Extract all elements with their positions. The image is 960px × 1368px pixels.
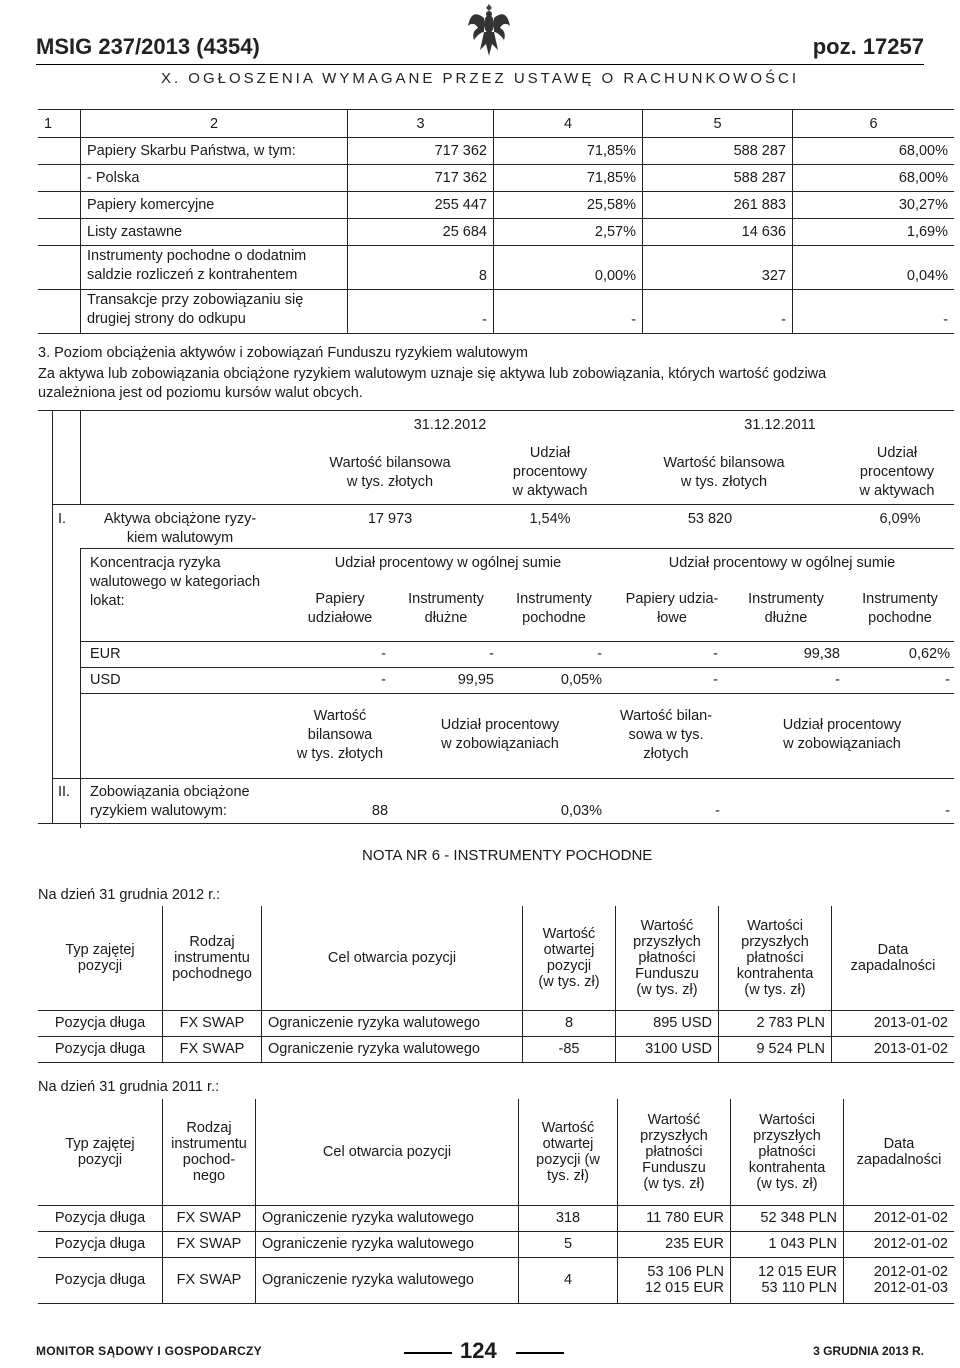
header-maturity [844, 1099, 955, 1205]
header-line: Typ zajętej [65, 941, 135, 958]
table-row [38, 138, 954, 165]
point3-body [38, 365, 960, 403]
cell: - [945, 803, 950, 819]
header-line: Data [877, 941, 909, 958]
cell: - [597, 646, 602, 662]
header-rule [36, 64, 924, 65]
cell: - [381, 672, 386, 688]
label-line: udziałowe [307, 610, 373, 626]
header-line: pozycji [546, 957, 592, 974]
cell: 71,85% [494, 138, 643, 165]
cell: 588 287 [643, 138, 793, 165]
header-line: (w tys. zł) [744, 981, 806, 998]
col-3-header: 3 [348, 110, 494, 138]
cell: 8 [523, 1010, 616, 1036]
table-row [38, 192, 954, 219]
row-label-line: drugiej strony do odkupu [87, 311, 246, 327]
row-label: - Polska [81, 165, 348, 192]
grid-line [52, 410, 53, 823]
header-line: procentowy [859, 464, 935, 480]
table-row [38, 1036, 954, 1062]
label-line: dłużne [424, 610, 468, 626]
cell: 2 783 PLN [719, 1010, 832, 1036]
row-II-label [90, 783, 280, 821]
table-row [38, 165, 954, 192]
header-line: Udział procentowy [782, 717, 902, 733]
table-header-row [38, 906, 954, 1010]
liab-share-header-2011 [762, 716, 922, 754]
share-header-2012 [480, 444, 620, 501]
liab-value-header-2012 [280, 707, 400, 764]
header-line: Wartości [759, 1111, 815, 1128]
label-line: pochodne [522, 610, 586, 626]
footer-dash-right [516, 1352, 564, 1354]
cell: Ograniczenie ryzyka walutowego [256, 1205, 519, 1231]
header-line: pochodnego [172, 965, 252, 982]
cell: 0,62% [908, 646, 950, 662]
concentration-label [90, 554, 260, 611]
investments-table [38, 109, 954, 334]
header-position-type [38, 906, 163, 1010]
cell: 14 636 [643, 219, 793, 246]
value-header-2011 [634, 454, 814, 492]
point3-body-line: uzależniona jest od poziomu kursów walut obcych. [38, 385, 363, 401]
header-purpose: Cel otwarcia pozycji [262, 906, 523, 1010]
cell: 235 EUR [618, 1231, 731, 1257]
cell: 717 362 [348, 138, 494, 165]
header-line: sowa w tys. [628, 727, 704, 743]
label-line: dłużne [764, 610, 808, 626]
cat-shares-2012 [290, 590, 390, 628]
cell: 318 [519, 1205, 618, 1231]
table-row [38, 1205, 954, 1231]
header-line: otwartej [543, 941, 595, 958]
cell: 261 883 [643, 192, 793, 219]
cell: 1 043 PLN [731, 1231, 844, 1257]
header-line: pozycji [77, 1151, 123, 1168]
cell: Ograniczenie ryzyka walutowego [256, 1257, 519, 1303]
cell-line: 53 110 PLN [761, 1280, 837, 1296]
header-line: zapadalności [850, 957, 936, 974]
cell: FX SWAP [163, 1205, 256, 1231]
label-line: Instrumenty [408, 591, 484, 607]
header-line: Wartość [640, 917, 694, 934]
header-line: zapadalności [856, 1151, 942, 1168]
cell: 11 780 EUR [618, 1205, 731, 1231]
header-line: Funduszu [642, 1159, 706, 1176]
header-line: pochod- [182, 1151, 236, 1168]
cell: Pozycja długa [38, 1257, 163, 1303]
header-fund-payments [618, 1099, 731, 1205]
cell: - [835, 672, 840, 688]
cell: FX SWAP [163, 1257, 256, 1303]
date-2012: 31.12.2012 [413, 417, 487, 433]
label-line: walutowego w kategoriach [90, 574, 261, 590]
header-line: płatności [758, 1143, 816, 1160]
header-line: Wartości [747, 917, 803, 934]
header-line: Funduszu [635, 965, 699, 982]
label-line: Aktywa obciążone ryzy- [103, 511, 257, 527]
grid-line [52, 504, 954, 505]
table-row [38, 1231, 954, 1257]
header-line: kontrahenta [736, 965, 814, 982]
share-sum-2012: Udział procentowy w ogólnej sumie [334, 555, 562, 571]
cell: 0,03% [560, 803, 602, 819]
cell [618, 1257, 731, 1303]
cell [731, 1257, 844, 1303]
header-line: Wartość [541, 1119, 595, 1136]
header-line: (w tys. zł) [538, 973, 600, 990]
label-line: Papiery [315, 591, 365, 607]
header-open-value [519, 1099, 618, 1205]
footer-dash-left [404, 1352, 452, 1354]
cell: 25,58% [494, 192, 643, 219]
header-instrument [163, 906, 262, 1010]
cell [844, 1257, 955, 1303]
label-line: Instrumenty [516, 591, 592, 607]
cell: 4 [519, 1257, 618, 1303]
header-purpose: Cel otwarcia pozycji [256, 1099, 519, 1205]
header-line: Rodzaj [189, 933, 235, 950]
cat-debt-2011 [736, 590, 836, 628]
cell: 53 820 [687, 511, 733, 527]
header-line: przyszłych [741, 933, 809, 950]
header-line: (w tys. zł) [756, 1175, 818, 1192]
label-line: Papiery udzia- [625, 591, 719, 607]
row-label [81, 246, 348, 290]
row-I-number: I. [58, 511, 67, 527]
header-line: w aktywach [859, 483, 935, 499]
table-row [38, 1257, 954, 1303]
row-label: Listy zastawne [81, 219, 348, 246]
header-open-value [523, 906, 616, 1010]
header-line: (w tys. zł) [643, 1175, 705, 1192]
cell: - [643, 290, 793, 334]
header-line: w aktywach [512, 483, 588, 499]
header-line: pozycji [77, 957, 123, 974]
liab-share-header-2012 [420, 716, 580, 754]
header-line: Wartość [542, 925, 596, 942]
cell: 30,27% [793, 192, 955, 219]
header-line: w tys. złotych [296, 746, 384, 762]
header-line: Udział [529, 445, 571, 461]
cell: Pozycja długa [38, 1010, 163, 1036]
cell: - [945, 672, 950, 688]
header-line: przyszłych [753, 1127, 821, 1144]
header-line: Rodzaj [186, 1119, 232, 1136]
cell: 25 684 [348, 219, 494, 246]
cell-line: 2012-01-02 [873, 1264, 948, 1280]
cell: Ograniczenie ryzyka walutowego [262, 1036, 523, 1062]
cell: 1,54% [529, 511, 571, 527]
header-line: Wartość bilansowa [329, 455, 451, 471]
header-line: Wartość bilansowa [663, 455, 785, 471]
label-line: kiem walutowym [126, 530, 234, 546]
header-line: bilansowa [307, 727, 373, 743]
grid-line [52, 778, 954, 779]
cell: FX SWAP [163, 1010, 262, 1036]
row-label-line: Instrumenty pochodne o dodatnim [87, 248, 307, 264]
grid-line [80, 693, 954, 694]
label-line: łowe [657, 610, 687, 626]
cell: - [713, 672, 718, 688]
cell: - [793, 290, 955, 334]
header-counterparty-payments [731, 1099, 844, 1205]
cell: - [494, 290, 643, 334]
grid-line [80, 548, 954, 549]
eur-label: EUR [90, 646, 121, 662]
col-5-header: 5 [643, 110, 793, 138]
cell: 99,38 [803, 646, 840, 662]
cell: 588 287 [643, 165, 793, 192]
cell: 2,57% [494, 219, 643, 246]
derivatives-2011-table [38, 1099, 954, 1304]
header-line: w tys. złotych [346, 474, 434, 490]
cell: 717 362 [348, 165, 494, 192]
cell: 327 [643, 246, 793, 290]
cell: 895 USD [616, 1010, 719, 1036]
table-row [38, 219, 954, 246]
date-2011-label: Na dzień 31 grudnia 2011 r.: [38, 1079, 220, 1095]
nota-title: NOTA NR 6 - INSTRUMENTY POCHODNE [362, 847, 653, 864]
header-line: w zobowiązaniach [783, 736, 901, 752]
row-label-line: Transakcje przy zobowiązaniu się [87, 292, 304, 308]
table-row [38, 1010, 954, 1036]
cat-shares-2011 [612, 590, 732, 628]
header-line: płatności [645, 1143, 703, 1160]
header-position-type [38, 1099, 163, 1205]
header-line: płatności [746, 949, 804, 966]
cat-deriv-2012 [504, 590, 604, 628]
cell: 2012-01-02 [844, 1205, 955, 1231]
header-line: Wartość [647, 1111, 701, 1128]
value-header-2012 [300, 454, 480, 492]
cell: 17 973 [367, 511, 413, 527]
cat-deriv-2011 [850, 590, 950, 628]
eagle-emblem-icon [466, 0, 512, 66]
cell-line: 12 015 EUR [645, 1280, 724, 1296]
table-header-row [38, 1099, 954, 1205]
header-line: instrumentu [171, 1135, 247, 1152]
header-line: Data [883, 1135, 915, 1152]
row-label-line: saldzie rozliczeń z kontrahentem [87, 267, 298, 283]
col-6-header: 6 [793, 110, 955, 138]
col-1-header: 1 [38, 110, 81, 138]
cat-debt-2012 [396, 590, 496, 628]
header-line: Udział procentowy [440, 717, 560, 733]
cell-line: 12 015 EUR [758, 1264, 837, 1280]
label-line: lokat: [90, 593, 125, 609]
header-counterparty-payments [719, 906, 832, 1010]
footer-publication: MONITOR SĄDOWY I GOSPODARCZY [36, 1344, 262, 1358]
cell: 0,05% [560, 672, 602, 688]
row-label: Papiery Skarbu Państwa, w tym: [81, 138, 348, 165]
header-line: pozycji (w [536, 1151, 600, 1168]
row-label [81, 290, 348, 334]
point3-body-line: Za aktywa lub zobowiązania obciążone ryzykiem walutowym uznaje się aktywa lub zobowiązania, których wartość godziwa [38, 366, 827, 382]
header-instrument [163, 1099, 256, 1205]
header-line: tys. zł) [547, 1167, 589, 1184]
cell: 99,95 [457, 672, 494, 688]
liab-value-header-2011 [606, 707, 726, 764]
footer-date: 3 GRUDNIA 2013 R. [813, 1344, 924, 1358]
grid-line [80, 667, 954, 668]
usd-label: USD [90, 672, 121, 688]
row-I-label [90, 510, 270, 548]
grid-line [38, 410, 954, 411]
header-line: kontrahenta [748, 1159, 826, 1176]
grid-line [80, 548, 81, 828]
cell: 1,69% [793, 219, 955, 246]
share-header-2011 [827, 444, 960, 501]
cell: Ograniczenie ryzyka walutowego [262, 1010, 523, 1036]
cell: 255 447 [348, 192, 494, 219]
cell: 2012-01-02 [844, 1231, 955, 1257]
grid-line [80, 410, 81, 504]
table-row [38, 246, 954, 290]
date-2012-label: Na dzień 31 grudnia 2012 r.: [38, 887, 221, 903]
cell: 2013-01-02 [832, 1036, 955, 1062]
header-line: nego [192, 1167, 226, 1184]
row-label: Papiery komercyjne [81, 192, 348, 219]
cell: 0,00% [494, 246, 643, 290]
label-line: Instrumenty [862, 591, 938, 607]
header-position: poz. 17257 [812, 34, 924, 59]
row-II-number: II. [58, 784, 71, 800]
cell: - [489, 646, 494, 662]
label-line: pochodne [868, 610, 932, 626]
grid-line [80, 641, 954, 642]
cell: 68,00% [793, 165, 955, 192]
label-line: ryzykiem walutowym: [90, 803, 227, 819]
header-line: instrumentu [174, 949, 250, 966]
share-sum-2011: Udział procentowy w ogólnej sumie [668, 555, 896, 571]
header-line: złotych [643, 746, 689, 762]
grid-line [38, 823, 954, 824]
header-line: procentowy [512, 464, 588, 480]
header-line: przyszłych [640, 1127, 708, 1144]
header-line: Udział [876, 445, 918, 461]
header-line: płatności [638, 949, 696, 966]
label-line: Zobowiązania obciążone [90, 784, 250, 800]
cell: Pozycja długa [38, 1231, 163, 1257]
cell: 6,09% [879, 511, 921, 527]
cell: - [715, 803, 720, 819]
date-2011: 31.12.2011 [744, 417, 816, 433]
cell: -85 [523, 1036, 616, 1062]
label-line: Instrumenty [748, 591, 824, 607]
header-line: przyszłych [633, 933, 701, 950]
cell: 52 348 PLN [731, 1205, 844, 1231]
cell: 0,04% [793, 246, 955, 290]
derivatives-2012-table [38, 906, 954, 1063]
cell: Pozycja długa [38, 1205, 163, 1231]
section-title: X. OGŁOSZENIA WYMAGANE PRZEZ USTAWĘ O RACHUNKOWOŚCI [160, 70, 800, 87]
cell-line: 2012-01-03 [873, 1280, 948, 1296]
header-line: w tys. złotych [680, 474, 768, 490]
header-maturity [832, 906, 955, 1010]
col-4-header: 4 [494, 110, 643, 138]
cell: 9 524 PLN [719, 1036, 832, 1062]
point3-title: 3. Poziom obciążenia aktywów i zobowiązań Funduszu ryzykiem walutowym [38, 345, 528, 361]
cell: 8 [348, 246, 494, 290]
cell: 2013-01-02 [832, 1010, 955, 1036]
label-line: Koncentracja ryzyka [90, 555, 221, 571]
cell-line: 53 106 PLN [647, 1264, 724, 1280]
cell: - [713, 646, 718, 662]
header-publication: MSIG 237/2013 (4354) [36, 34, 260, 59]
header-line: Wartość bilan- [619, 708, 713, 724]
header-fund-payments [616, 906, 719, 1010]
footer-page-number: 124 [460, 1338, 497, 1363]
cell: - [348, 290, 494, 334]
header-line: otwartej [542, 1135, 594, 1152]
header-line: w zobowiązaniach [441, 736, 559, 752]
cell: 3100 USD [616, 1036, 719, 1062]
cell: 68,00% [793, 138, 955, 165]
cell: Pozycja długa [38, 1036, 163, 1062]
table-row [38, 290, 954, 334]
col-2-header: 2 [81, 110, 348, 138]
cell: - [381, 646, 386, 662]
cell: FX SWAP [163, 1036, 262, 1062]
header-line: Typ zajętej [65, 1135, 135, 1152]
cell: Ograniczenie ryzyka walutowego [256, 1231, 519, 1257]
cell: 88 [371, 803, 389, 819]
header-line: (w tys. zł) [636, 981, 698, 998]
cell: 5 [519, 1231, 618, 1257]
header-line: Wartość [313, 708, 367, 724]
cell: FX SWAP [163, 1231, 256, 1257]
cell: 71,85% [494, 165, 643, 192]
